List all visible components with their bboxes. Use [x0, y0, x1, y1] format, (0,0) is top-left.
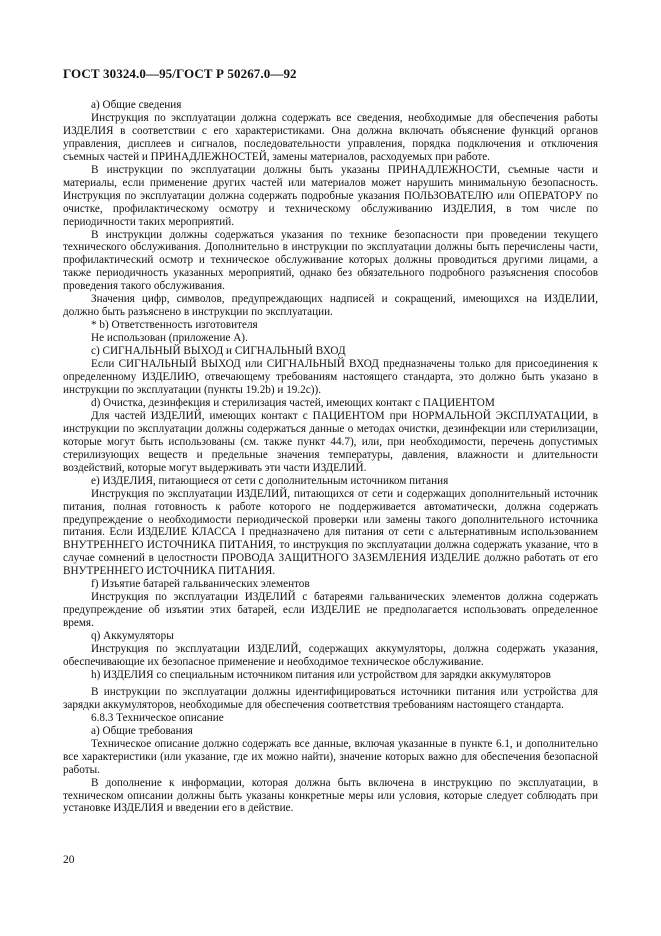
paragraph: Если СИГНАЛЬНЫЙ ВЫХОД или СИГНАЛЬНЫЙ ВХОД предназначены только для присоединения к определенному ИЗДЕЛИЮ, отвечающему требованиям настоящего стандарта, это должно быть указано в инструкции по эксплуатации (пункты 19.2b) и 19.2c)). [63, 358, 598, 396]
paragraph-heading: d) Очистка, дезинфекция и стерилизация частей, имеющих контакт с ПАЦИЕНТОМ [91, 396, 495, 409]
paragraph-heading: f) Изъятие батарей гальванических элементов [91, 578, 310, 591]
paragraph: В инструкции по эксплуатации должны идентифицироваться источники питания или устройства для зарядки аккумуляторов, необходимые для обеспечения соответствия требованиям настоящего стандарта. [63, 685, 598, 711]
paragraph-heading: е) ИЗДЕЛИЯ, питающиеся от сети с дополнительным источником питания [91, 474, 449, 487]
paragraph-general-info-heading: а) Общие сведения [91, 99, 182, 111]
paragraph: В инструкции должны содержаться указания по технике безопасности при проведении текущего технического обслуживания. Дополнительно в инструкции по эксплуатации должны быть перечислены части, профилактический осмотр и техническое обслуживание которых должны проводиться другими лицами, а также периодичность указанных мероприятий, однако без обязательного подробного разъяснения способов проведения такого обслуживания. [63, 228, 598, 293]
paragraph-heading: * b) Ответственность изготовителя [91, 319, 258, 332]
paragraph: В инструкции по эксплуатации должны быть указаны ПРИНАДЛЕЖНОСТИ, съемные части и материалы, если применение других частей или материалов может нарушить минимальную безопасность. Инструкция по эксплуатации должна содержать подробные указания ПОЛЬЗОВАТЕЛЮ или ОПЕРАТОРУ по очистке, профилактическому осмотру и техническому обслуживанию ИЗДЕЛИЯ, в том числе по периодичности таких мероприятий. [63, 163, 598, 228]
paragraph: Инструкция по эксплуатации ИЗДЕЛИЙ, питающихся от сети и содержащих дополнительный источник питания, полная готовность к работе которого не поддерживается автоматически, должна содержать предупреждение о необходимости периодической проверки или замены такого дополнительного источника питания. Если ИЗДЕЛИЕ КЛАССА I предназначено для питания от сети с альтернативным использованием ВНУТРЕННЕГО ИСТОЧНИКА ПИТАНИЯ, то инструкция по эксплуатации должна содержать указание, что в случае сомнений в целостности ПРОВОДА ЗАЩИТНОГО ЗАЗЕМЛЕНИЯ ИЗДЕЛИЕ должно работать от его ВНУТРЕННЕГО ИСТОЧНИКА ПИТАНИЯ. [63, 487, 598, 578]
standard-header: ГОСТ 30324.0—95/ГОСТ Р 50267.0—92 [63, 66, 297, 81]
paragraph: Инструкция по эксплуатации ИЗДЕЛИЙ, содержащих аккумуляторы, должна содержать указания, обеспечивающие их безопасное применение и необходимое техническое обслуживание. [63, 643, 598, 668]
paragraph: Не использован (приложение А). [91, 332, 248, 345]
paragraph: Техническое описание должно содержать все данные, включая указанные в пункте 6.1, и дополнительно все характеристики (или указание, где их можно найти), значение которых важно для обеспечения безопасной работы. [63, 737, 598, 776]
paragraph-heading: q) Аккумуляторы [91, 630, 174, 643]
paragraph: Инструкция по эксплуатации ИЗДЕЛИЙ с батареями гальванических элементов должна содержать предупреждение об изъятии этих батарей, если ИЗДЕЛИЕ не предполагается использовать определенное время. [63, 591, 598, 630]
paragraph-heading: h) ИЗДЕЛИЯ со специальным источником питания или устройством для зарядки аккумуляторов [91, 668, 551, 681]
section-heading: 6.8.3 Техническое описание [91, 711, 224, 724]
document-body [63, 99, 598, 815]
paragraph: Инструкция по эксплуатации должна содержать все сведения, необходимые для обеспечения работы ИЗДЕЛИЯ в соответствии с его характеристиками. Она должна включать объяснение функций органов управления, дисплеев и сигналов, последовательности управления, порядка подключения и отключения съемных частей и ПРИНАДЛЕЖНОСТЕЙ, замены материалов, расходуемых при работе. [63, 111, 598, 163]
paragraph-heading: с) СИГНАЛЬНЫЙ ВЫХОД и СИГНАЛЬНЫЙ ВХОД [91, 345, 346, 358]
paragraph: Для частей ИЗДЕЛИЙ, имеющих контакт с ПАЦИЕНТОМ при НОРМАЛЬНОЙ ЭКСПЛУАТАЦИИ, в инструкции по эксплуатации должны содержаться данные о методах очистки, дезинфекции или стерилизации, которые могут быть использованы (см. также пункт 44.7), или, при необходимости, перечень допустимых стерилизующих веществ и предельные значения температуры, давления, влажности и длительности воздействий, которые могут выдерживать эти части ИЗДЕЛИЙ. [63, 409, 598, 474]
paragraph: В дополнение к информации, которая должна быть включена в инструкцию по эксплуатации, в техническом описании должны быть указаны конкретные меры или условия, которые следует соблюдать при установке ИЗДЕЛИЯ и введении его в действие. [63, 776, 598, 815]
paragraph-heading: а) Общие требования [91, 724, 193, 737]
paragraph: Значения цифр, символов, предупреждающих надписей и сокращений, имеющихся на ИЗДЕЛИИ, должно быть разъяснено в инструкции по эксплуатации. [63, 293, 598, 319]
page-number: 20 [63, 854, 75, 866]
